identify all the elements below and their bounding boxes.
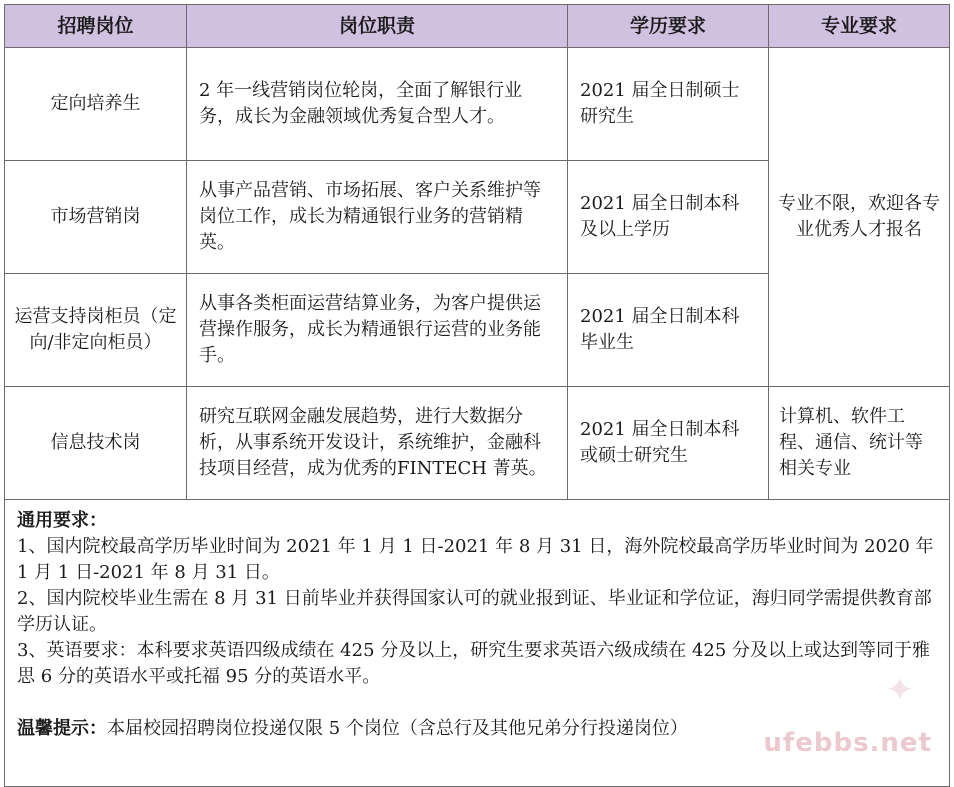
table-row <box>5 48 950 161</box>
spacer <box>17 690 937 716</box>
header-row <box>5 5 950 48</box>
table-row <box>5 387 950 500</box>
recruitment-table <box>4 4 949 772</box>
education-cell: 2021 届全日制本科及以上学历 <box>568 161 769 274</box>
header-duty: 岗位职责 <box>187 5 568 48</box>
watermark-text: ufebbs.net <box>763 728 932 758</box>
general-item: 1、国内院校最高学历毕业时间为 2021 年 1 月 1 日-2021 年 8 月 31 日，海外院校最高学历毕业时间为 2020 年 1 月 1 日-2021 年 8 月 31 日。 <box>17 536 934 583</box>
duty-cell: 研究互联网金融发展趋势，进行大数据分析，从事系统开发设计，系统维护，金融科技项目经营，成为优秀的FINTECH 菁英。 <box>187 387 568 500</box>
position-cell: 市场营销岗 <box>5 161 187 274</box>
education-cell: 2021 届全日制硕士研究生 <box>568 48 769 161</box>
watermark-logo: ✦ <box>885 670 914 710</box>
general-item: 2、国内院校毕业生需在 8 月 31 日前毕业并获得国家认可的就业报到证、毕业证和学位证，海归同学需提供教育部学历认证。 <box>17 588 932 635</box>
header-education: 学历要求 <box>568 5 769 48</box>
position-cell: 信息技术岗 <box>5 387 187 500</box>
general-item: 3、英语要求：本科要求英语四级成绩在 425 分及以上，研究生要求英语六级成绩在 425 分及以上或达到等同于雅思 6 分的英语水平或托福 95 分的英语水平。 <box>17 640 931 687</box>
position-cell: 运营支持岗柜员（定向/非定向柜员） <box>5 274 187 387</box>
education-cell: 2021 届全日制本科毕业生 <box>568 274 769 387</box>
header-position: 招聘岗位 <box>5 5 187 48</box>
duty-cell: 从事各类柜面运营结算业务，为客户提供运营操作服务，成长为精通银行运营的业务能手。 <box>187 274 568 387</box>
duty-cell: 2 年一线营销岗位轮岗，全面了解银行业务，成长为金融领域优秀复合型人才。 <box>187 48 568 161</box>
tip-text: 本届校园招聘岗位投递仅限 5 个岗位（含总行及其他兄弟分行投递岗位） <box>107 718 688 739</box>
major-merged-cell: 专业不限，欢迎各专业优秀人才报名 <box>769 48 950 387</box>
major-cell: 计算机、软件工程、通信、统计等相关专业 <box>769 387 950 500</box>
duty-cell: 从事产品营销、市场拓展、客户关系维护等岗位工作，成长为精通银行业务的营销精英。 <box>187 161 568 274</box>
education-cell: 2021 届全日制本科或硕士研究生 <box>568 387 769 500</box>
tip-label: 温馨提示： <box>17 718 107 739</box>
position-cell: 定向培养生 <box>5 48 187 161</box>
header-major: 专业要求 <box>769 5 950 48</box>
general-title: 通用要求： <box>17 510 107 531</box>
